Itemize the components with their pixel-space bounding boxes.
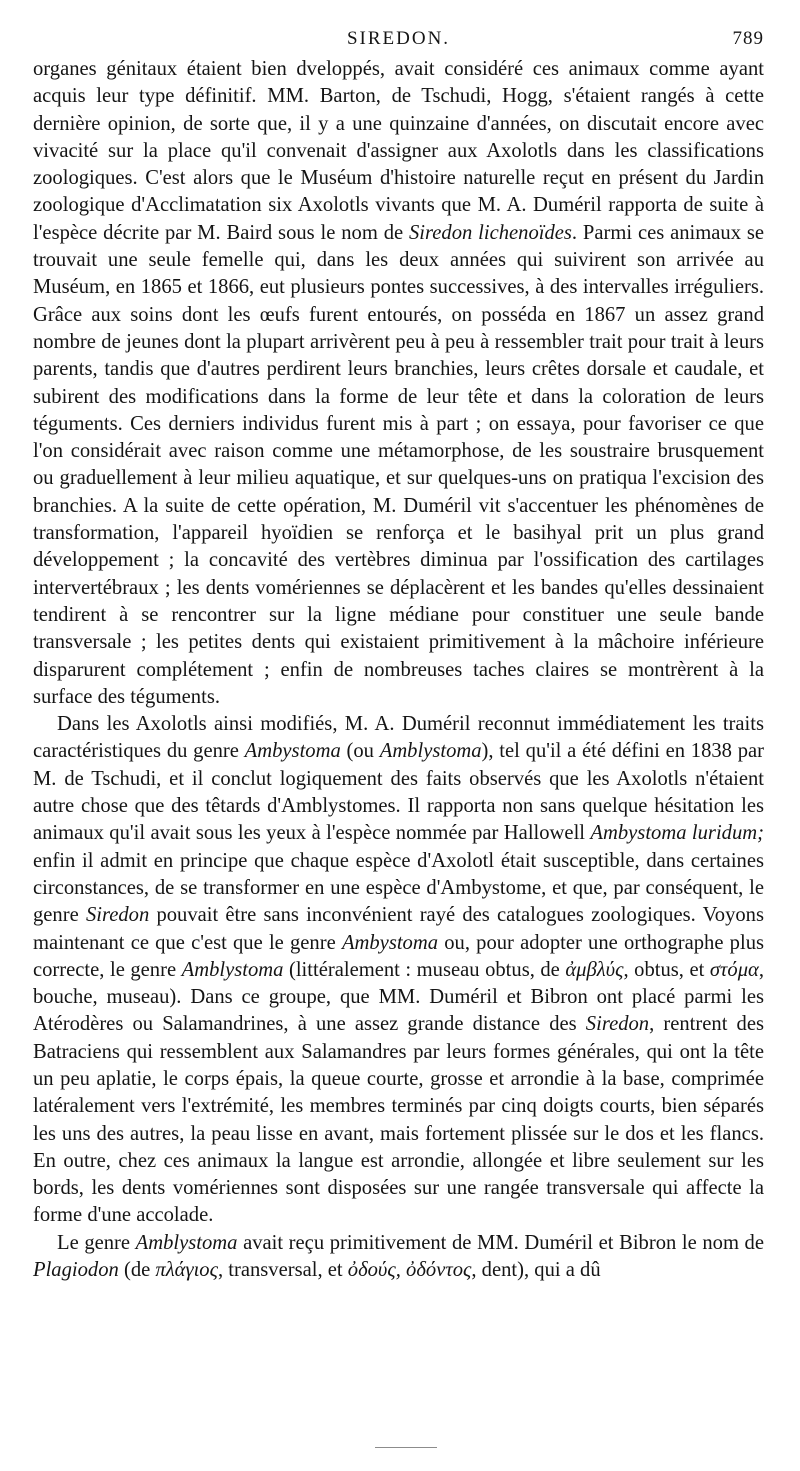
italic-term: Amblystoma [181, 958, 284, 981]
italic-term: ὀδούς, ὀδόντος [347, 1259, 472, 1282]
text-run: (ou [340, 740, 380, 763]
text-run: , transversal, et [217, 1259, 348, 1282]
italic-term: στόμα [709, 958, 759, 981]
text-run: Le genre [57, 1231, 136, 1254]
paragraph [33, 711, 764, 1230]
page-number: 789 [732, 28, 764, 49]
footer-rule [375, 1447, 437, 1448]
italic-term: Siredon [85, 904, 150, 927]
text-run: organes génitaux étaient bien dveloppés, avait considéré ces animaux comme ayant acquis leur type définitif. MM. Barton, de Tschudi, Hogg, s'étaient rangés à cette dernière opinion, de sorte que, il y a une quinzaine d'années, on discutait encore avec vivacité sur la place qu'il convenait d'assigner aux Axolotls dans les classifications zoologiques. C'est alors que le Muséum d'histoire naturelle reçut en présent du Jardin zoologique d'Acclimatation six Axolotls vivants que M. A. Duméril rapporta de suite à l'espèce décrite par M. Baird sous le nom de [33, 58, 764, 244]
paragraph [33, 56, 764, 711]
italic-term: Ambystoma [341, 931, 439, 954]
body-text [33, 56, 764, 1284]
text-run: , bouche, museau). Dans ce groupe, que MM. Duméril et Bibron ont placé parmi les Atérodères ou Salamandrines, à une assez grande distance des [33, 958, 765, 1036]
italic-term: Siredon lichenoïdes [408, 221, 572, 244]
italic-term: Ambystoma luridum; [590, 822, 764, 845]
paragraph [33, 1230, 764, 1285]
text-run: enfin il admit en principe que chaque espèce d'Axolotl était susceptible, dans certaines circonstances, de se transformer en une espèce d'Ambystome, et que, par conséquent, le genre [33, 849, 764, 927]
italic-term: Ambystoma [244, 740, 341, 763]
text-run: Dans les Axolotls ainsi modifiés, M. A. Duméril reconnut immédiatement les traits caractéristiques du genre [33, 713, 764, 763]
text-run: ), tel qu'il a été défini en 1838 par M. de Tschudi, et il conclut logiquement des faits observés que les Axolotls n'étaient autre chose que des têtards d'Amblystomes. Il rapporta non sans quelque hésitation les animaux qu'il avait sous les yeux à l'espèce nommée par Hallowell [33, 740, 765, 845]
text-run: pouvait être sans inconvénient rayé des catalogues zoologiques. Voyons maintenant ce que c'est que le genre [33, 904, 764, 954]
italic-term: Plagiodon [33, 1259, 119, 1282]
italic-term: Amblystoma [135, 1231, 238, 1254]
text-run: , dent), qui a dû [471, 1259, 601, 1282]
text-run: , rentrent des Batraciens qui ressemblent aux Salamandres par leurs formes générales, qui ont la tête un peu aplatie, le corps épais, la queue courte, grosse et arrondie à la base, comprimée latéralement vers l'extrémité, les membres terminés par cinq doigts courts, bien séparés les uns des autres, la peau lisse en avant, mais fortement plissée sur le dos et les flancs. En outre, chez ces animaux la langue est arrondie, allongée et libre seulement sur les bords, les dents vomériennes sont disposées sur une rangée transversale qui affecte la forme d'une accolade. [33, 1013, 765, 1227]
text-run: ou, pour adopter une orthographe plus correcte, le genre [33, 931, 765, 981]
italic-term: Siredon [585, 1013, 650, 1036]
running-title: SIREDON. [346, 28, 451, 49]
text-run: (littéralement : museau obtus, de [283, 958, 566, 981]
running-head [33, 22, 764, 56]
text-run: (de [118, 1259, 156, 1282]
italic-term: πλάγιος [155, 1259, 218, 1282]
text-run: avait reçu primitivement de MM. Duméril et Bibron le nom de [237, 1231, 764, 1254]
text-run: . Parmi ces animaux se trouvait une seule femelle qui, dans les deux années qui suivirent son arrivée au Muséum, en 1865 et 1866, eut plusieurs pontes successives, à des intervalles irréguliers. Grâce aux soins dont les œufs furent entourés, on posséda en 1867 un assez grand nombre de jeunes dont la plupart arrivèrent peu à peu à ressembler trait pour trait à leurs parents, tandis que d'autres perdirent leurs branchies, leurs crêtes dorsale et caudale, et subirent des modifications dans la forme de leur tête et dans la coloration de leurs téguments. Ces derniers individus furent mis à part ; on essaya, pour favoriser ce que l'on considérait avec raison comme une métamorphose, de les soustraire brusquement ou graduellement à leur milieu aquatique, et sur quelques-uns on pratiqua l'excision des branchies. A la suite de cette opération, M. Duméril vit s'accentuer les phénomènes de transformation, l'appareil hyoïdien se renforça et le basihyal prit un plus grand développement ; la concavité des vertèbres diminua par l'ossification des cartilages intervertébraux ; les dents vomériennes se déplacèrent et les bandes qu'elles dessinaient tendirent à se rencontrer sur la ligne médiane pour constituer une seule bande transversale ; les petites dents qui existaient primitivement à la mâchoire inférieure disparurent complétement ; enfin de nombreuses taches claires se montrèrent à la surface des téguments. [33, 221, 765, 708]
italic-term: ἀμβλύς [565, 958, 624, 981]
text-run: , obtus, et [623, 958, 710, 981]
italic-term: Amblystoma [379, 740, 482, 763]
